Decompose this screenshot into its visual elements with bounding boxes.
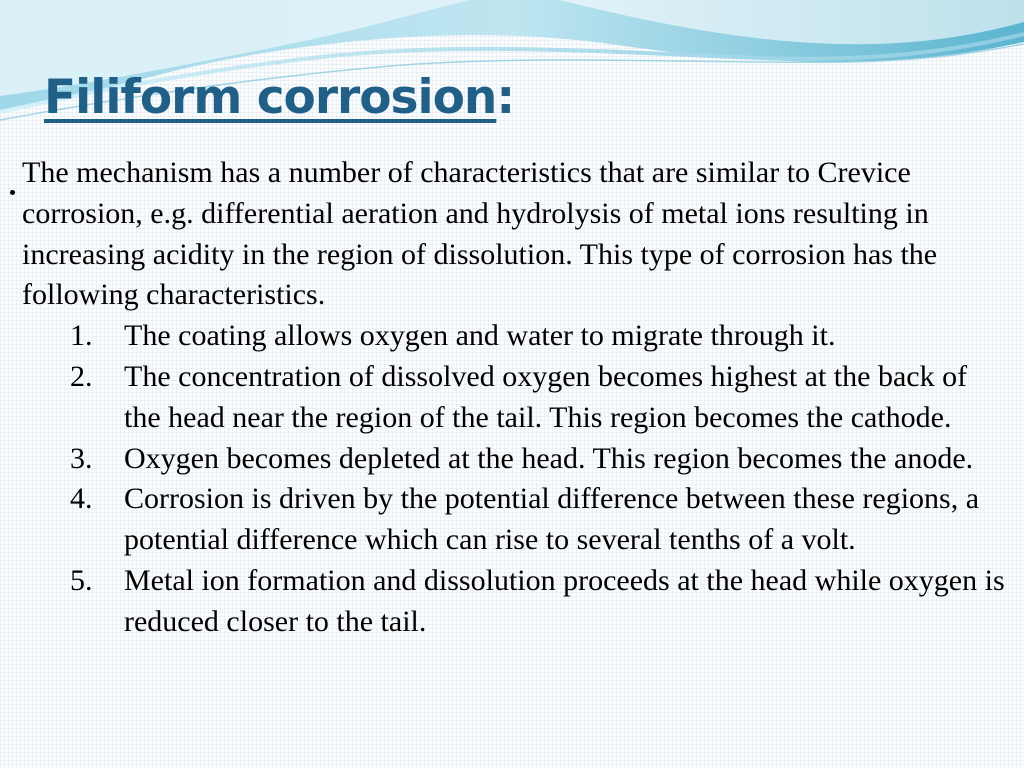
list-number: 5. [70,563,93,597]
bullet-dot-icon [10,190,15,195]
list-number: 3. [70,441,93,475]
slide-title [44,72,514,124]
list-text: Oxygen becomes depleted at the head. This region becomes the anode. [124,441,974,475]
characteristics-list [22,316,1007,642]
list-number: 4. [70,482,93,516]
intro-paragraph: The mechanism has a number of characteristics that are similar to Crevice corrosion, e.g. differential aeration and hydrolysis of metal ions resulting in increasing acidity in the region of dissolution. This type of corrosion has the following characteristics. [22,156,938,312]
list-text: Metal ion formation and dissolution proceeds at the head while oxygen is reduced closer to the tail. [124,563,1005,638]
list-item [22,316,1007,357]
list-text: Corrosion is driven by the potential difference between these regions, a potential difference which can rise to several tenths of a volt. [124,482,980,557]
list-number: 2. [70,359,93,393]
list-item [22,561,1007,643]
slide-title-colon: : [496,70,515,125]
list-text: The coating allows oxygen and water to migrate through it. [124,319,836,353]
list-item [22,479,1007,561]
list-text: The concentration of dissolved oxygen becomes highest at the back of the head near the region of the tail. This region becomes the cathode. [124,359,968,434]
slide-body [22,153,1007,643]
slide-title-text: Filiform corrosion [44,70,497,125]
list-item [22,439,1007,480]
list-number: 1. [70,319,93,353]
list-item [22,357,1007,439]
